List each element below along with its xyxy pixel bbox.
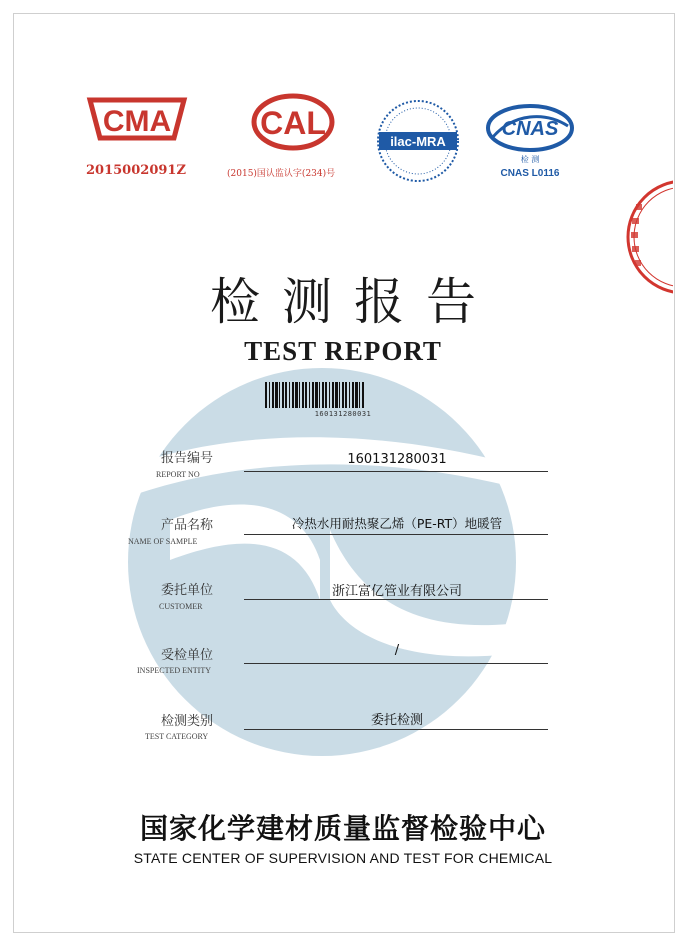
- report-title-cn: 检测报告: [210, 273, 498, 331]
- ilac-logo-text: ilac-MRA: [390, 134, 446, 149]
- field-underline: [244, 471, 548, 472]
- barcode-bar: [309, 382, 310, 408]
- barcode-bar: [289, 382, 290, 408]
- barcode-number: 160131280031: [314, 410, 372, 418]
- cal-logo: [250, 92, 336, 152]
- barcode-bar: [359, 382, 360, 408]
- field-label-en-sample: NAME OF SAMPLE: [128, 537, 198, 546]
- barcode-bar: [282, 382, 284, 408]
- cal-logo-text: CAL: [260, 105, 326, 141]
- field-label-en-customer: CUSTOMER: [159, 602, 203, 611]
- barcode-bar: [345, 382, 347, 408]
- field-underline: [244, 663, 548, 664]
- barcode-bar: [332, 382, 334, 408]
- barcode-bar: [272, 382, 274, 408]
- cma-number: 2015002091Z: [86, 163, 186, 178]
- barcode-bar: [285, 382, 287, 408]
- barcode-bar: [302, 382, 304, 408]
- cma-logo-text: CMA: [102, 105, 172, 138]
- field-underline: [244, 534, 548, 535]
- report-title-en: TEST REPORT: [244, 336, 442, 366]
- barcode-bar: [329, 382, 330, 408]
- barcode-bar: [355, 382, 358, 408]
- cma-logo: [84, 96, 190, 142]
- barcode-bar: [299, 382, 300, 408]
- field-label-en-test-category: TEST CATEGORY: [145, 732, 209, 741]
- barcode-bar: [305, 382, 307, 408]
- field-label-cn-customer: 委托单位: [161, 583, 214, 598]
- barcode-bar: [315, 382, 318, 408]
- field-underline: [244, 599, 548, 600]
- barcode-bar: [292, 382, 294, 408]
- cnas-logo-text: CNAS: [501, 118, 559, 140]
- barcode-bar: [279, 382, 280, 408]
- barcode-bar: [295, 382, 298, 408]
- field-value-sample: 冷热水用耐热聚乙烯（PE-RT）地暖管: [291, 516, 503, 531]
- barcode-bar: [269, 382, 270, 408]
- ilac-mra-logo: [373, 97, 463, 185]
- field-label-cn-sample: 产品名称: [161, 518, 214, 533]
- barcode-bar: [319, 382, 320, 408]
- barcode-bar: [352, 382, 354, 408]
- field-label-cn-test-category: 检测类别: [161, 714, 214, 729]
- cnas-sub-text: 检 测: [520, 155, 540, 164]
- field-label-en-report-no: REPORT NO: [156, 470, 200, 479]
- barcode-bar: [339, 382, 340, 408]
- field-value-report-no: 160131280031: [347, 452, 447, 467]
- issuer-name-cn: 国家化学建材质量监督检验中心: [139, 812, 546, 845]
- field-value-test-category: 委托检测: [370, 713, 423, 728]
- barcode-bar: [325, 382, 327, 408]
- field-label-cn-report-no: 报告编号: [161, 451, 214, 466]
- cal-number: (2015)国认监认字(234)号: [227, 169, 336, 179]
- barcode-bar: [265, 382, 267, 408]
- barcode-bar: [322, 382, 324, 408]
- field-value-inspected-entity: /: [394, 643, 400, 658]
- field-underline: [244, 729, 548, 730]
- field-value-customer: 浙江富亿管业有限公司: [331, 584, 462, 599]
- barcode-bar: [312, 382, 314, 408]
- cnas-number: CNAS L0116: [500, 168, 560, 179]
- barcode-bar: [275, 382, 278, 408]
- barcode-bar: [335, 382, 338, 408]
- issuer-name-en: STATE CENTER OF SUPERVISION AND TEST FOR CHEMICAL: [133, 850, 553, 866]
- barcode-bar: [362, 382, 364, 408]
- barcode: [263, 382, 423, 410]
- barcode-bar: [349, 382, 350, 408]
- field-label-en-inspected-entity: INSPECTED ENTITY: [137, 666, 211, 675]
- cnas-logo: [484, 98, 576, 182]
- field-label-cn-inspected-entity: 受检单位: [161, 648, 214, 663]
- barcode-bar: [342, 382, 344, 408]
